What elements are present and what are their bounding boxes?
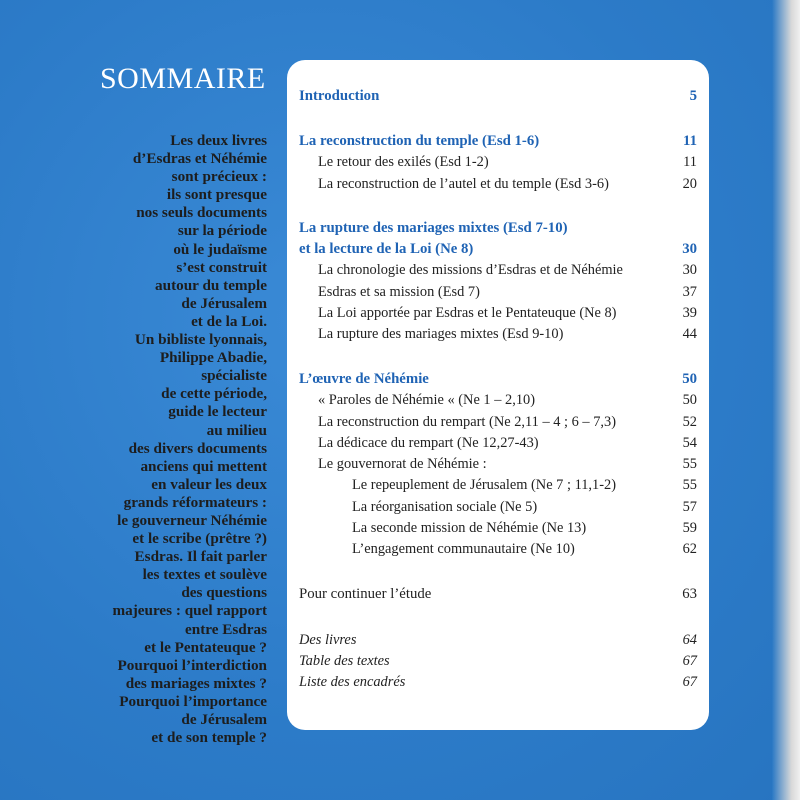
toc-label: Le gouvernorat de Néhémie :	[318, 456, 487, 472]
blurb-line: le gouverneur Néhémie	[117, 511, 267, 529]
toc-entry	[318, 305, 697, 325]
toc-label: Des livres	[299, 632, 357, 648]
toc-page: 55	[682, 477, 697, 493]
toc-label: L’œuvre de Néhémie	[299, 371, 429, 387]
toc-page: 67	[682, 653, 697, 669]
toc-subentry	[352, 541, 697, 561]
toc-page: 55	[682, 456, 697, 472]
toc-page: 67	[682, 674, 697, 690]
toc-label: Table des textes	[299, 653, 390, 669]
blurb-line: autour du temple	[155, 276, 267, 294]
toc-page: 11	[683, 154, 697, 170]
blurb-line: des divers documents	[128, 439, 267, 457]
toc-page: 50	[682, 392, 697, 408]
blurb-line: de Jérusalem	[181, 294, 267, 312]
toc-label: Introduction	[299, 88, 380, 104]
blurb-line: anciens qui mettent	[140, 457, 267, 475]
toc-entry	[318, 176, 697, 196]
toc-entry-table-textes	[299, 653, 697, 673]
toc-label: La réorganisation sociale (Ne 5)	[352, 499, 538, 515]
blurb-line: entre Esdras	[185, 620, 267, 638]
toc-subentry	[352, 477, 697, 497]
blurb-line: d’Esdras et Néhémie	[132, 150, 267, 168]
toc-page: 54	[682, 435, 697, 451]
toc-page: 44	[682, 326, 697, 342]
toc-page: 39	[682, 305, 697, 321]
blurb-line: Pourquoi l’interdiction	[117, 656, 267, 674]
toc-page: 37	[682, 284, 697, 300]
blurb-line: au milieu	[206, 421, 267, 439]
blurb-line: et de la Loi.	[191, 312, 267, 330]
toc-page: 63	[682, 586, 697, 602]
toc-entry	[318, 326, 697, 346]
toc-label: Esdras et sa mission (Esd 7)	[318, 284, 480, 300]
toc-page: 30	[682, 241, 697, 257]
blurb-line: Un bibliste lyonnais,	[134, 331, 267, 349]
toc-entry-continuer	[299, 586, 697, 606]
toc-label: La seconde mission de Néhémie (Ne 13)	[352, 520, 587, 536]
blurb-line: Les deux livres	[170, 132, 267, 149]
blurb-line: Philippe Abadie,	[159, 349, 267, 367]
toc-label: La reconstruction du temple (Esd 1-6)	[299, 133, 540, 149]
toc-page: 30	[682, 262, 697, 278]
blurb-line: et le scribe (prêtre ?)	[132, 530, 267, 548]
blurb-line: où le judaïsme	[173, 240, 267, 258]
description-blurb	[60, 132, 267, 747]
blurb-line: Esdras. Il fait parler	[134, 548, 267, 566]
blurb-line: et le Pentateuque ?	[144, 638, 267, 656]
toc-entry	[318, 392, 697, 412]
toc-label: La reconstruction de l’autel et du temple (Esd 3-6)	[318, 176, 609, 192]
blurb-line: de Jérusalem	[181, 711, 267, 728]
blurb-line: en valeur les deux	[151, 475, 267, 493]
toc-label: La rupture des mariages mixtes (Esd 9-10)	[318, 326, 564, 342]
toc-label: La dédicace du rempart (Ne 12,27-43)	[318, 435, 539, 451]
page-title: SOMMAIRE	[100, 62, 266, 95]
toc-entry-liste-encadres	[299, 674, 697, 694]
toc-section-reconstruction-temple	[299, 133, 697, 153]
blurb-line: les textes et soulève	[142, 566, 267, 584]
toc-label: « Paroles de Néhémie « (Ne 1 – 2,10)	[318, 392, 535, 408]
toc-entry-livres	[299, 632, 697, 652]
toc-label: Le repeuplement de Jérusalem (Ne 7 ; 11,1-2)	[352, 477, 616, 493]
toc-entry	[318, 262, 697, 282]
blurb-line: et de son temple ?	[151, 729, 267, 747]
toc-page: 5	[689, 88, 697, 104]
toc-page: 64	[682, 632, 697, 648]
toc-label: La rupture des mariages mixtes (Esd 7-10)	[299, 220, 568, 236]
blurb-line: spécialiste	[201, 367, 267, 385]
blurb-line: des questions	[181, 584, 267, 602]
toc-label: Pour continuer l’étude	[299, 586, 432, 602]
toc-label: La Loi apportée par Esdras et le Pentateuque (Ne 8)	[318, 305, 617, 321]
blurb-line: ils sont presque	[166, 186, 267, 204]
toc-page: 59	[682, 520, 697, 536]
toc-page: 57	[682, 499, 697, 515]
toc-entry	[318, 414, 697, 434]
blurb-line: des mariages mixtes ?	[125, 674, 267, 692]
blurb-line: grands réformateurs :	[123, 493, 267, 511]
toc-subentry	[352, 520, 697, 540]
toc-page: 62	[682, 541, 697, 557]
toc-label: La reconstruction du rempart (Ne 2,11 – 4 ; 6 – 7,3)	[318, 414, 616, 430]
toc-page: 20	[682, 176, 697, 192]
blurb-line: guide le lecteur	[168, 403, 267, 421]
blurb-line: s’est construit	[176, 258, 267, 276]
blurb-line: majeures : quel rapport	[112, 602, 267, 620]
toc-subentry	[352, 499, 697, 519]
toc-entry	[318, 456, 697, 476]
toc-label: Liste des encadrés	[299, 674, 406, 690]
toc-page: 11	[683, 133, 697, 149]
blurb-line: sur la période	[177, 222, 267, 240]
toc-entry	[318, 435, 697, 455]
toc-label: Le retour des exilés (Esd 1-2)	[318, 154, 489, 170]
blurb-line: sont précieux :	[171, 168, 267, 186]
blurb-line: Pourquoi l’importance	[119, 692, 267, 710]
blurb-line: nos seuls documents	[136, 204, 267, 222]
table-of-contents	[287, 60, 709, 730]
page-edge	[772, 0, 800, 800]
toc-entry	[318, 284, 697, 304]
toc-entry	[318, 154, 697, 174]
blurb-line: de cette période,	[161, 385, 267, 403]
toc-label: et la lecture de la Loi (Ne 8)	[299, 241, 474, 257]
toc-label: L’engagement communautaire (Ne 10)	[352, 541, 575, 557]
toc-page: 50	[682, 371, 697, 387]
toc-label: La chronologie des missions d’Esdras et de Néhémie	[318, 262, 623, 278]
toc-page: 52	[682, 414, 697, 430]
toc-section-oeuvre-nehemie	[299, 371, 697, 391]
toc-section-rupture-mariages	[299, 220, 697, 240]
toc-entry-introduction	[299, 88, 697, 108]
toc-section-lecture-loi	[299, 241, 697, 261]
